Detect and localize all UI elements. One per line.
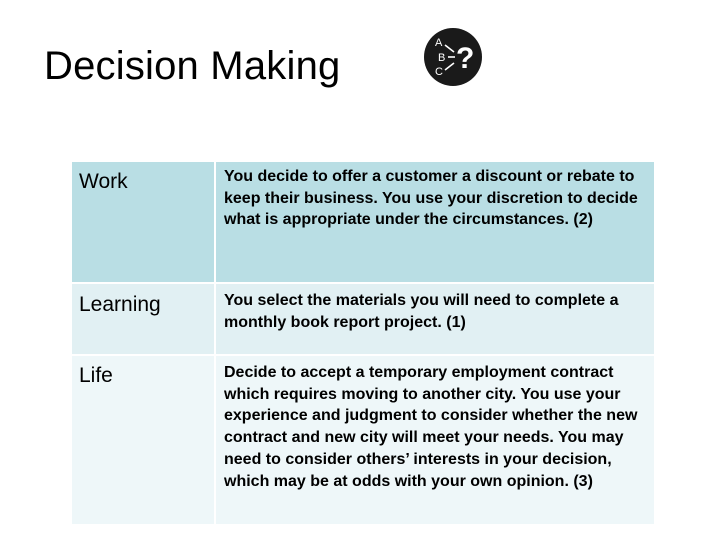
- table-row-life: [72, 355, 654, 524]
- logo-question-mark: ?: [456, 42, 475, 75]
- category-cell: Learning: [72, 283, 215, 355]
- description-cell: You decide to offer a customer a discount or rebate to keep their business. You use your discretion to decide what is appropriate under the circumstances. (2): [215, 162, 654, 283]
- abc-question-icon: [424, 28, 482, 86]
- slide-title: Decision Making: [44, 44, 341, 88]
- category-cell: Work: [72, 162, 215, 283]
- logo-letter-b: B: [438, 52, 446, 64]
- decision-table: [72, 162, 654, 524]
- category-cell: Life: [72, 355, 215, 524]
- logo-letter-c: C: [435, 66, 443, 78]
- table-row-learning: [72, 283, 654, 355]
- table-row-work: [72, 162, 654, 283]
- description-cell: Decide to accept a temporary employment contract which requires moving to another city. You use your experience and judgment to consider whether the new contract and new city will meet your needs. You may need to consider others’ interests in your decision, which may be at odds with your own opinion. (3): [215, 355, 654, 524]
- logo-letter-a: A: [435, 37, 443, 49]
- description-cell: You select the materials you will need to complete a monthly book report project. (1): [215, 283, 654, 355]
